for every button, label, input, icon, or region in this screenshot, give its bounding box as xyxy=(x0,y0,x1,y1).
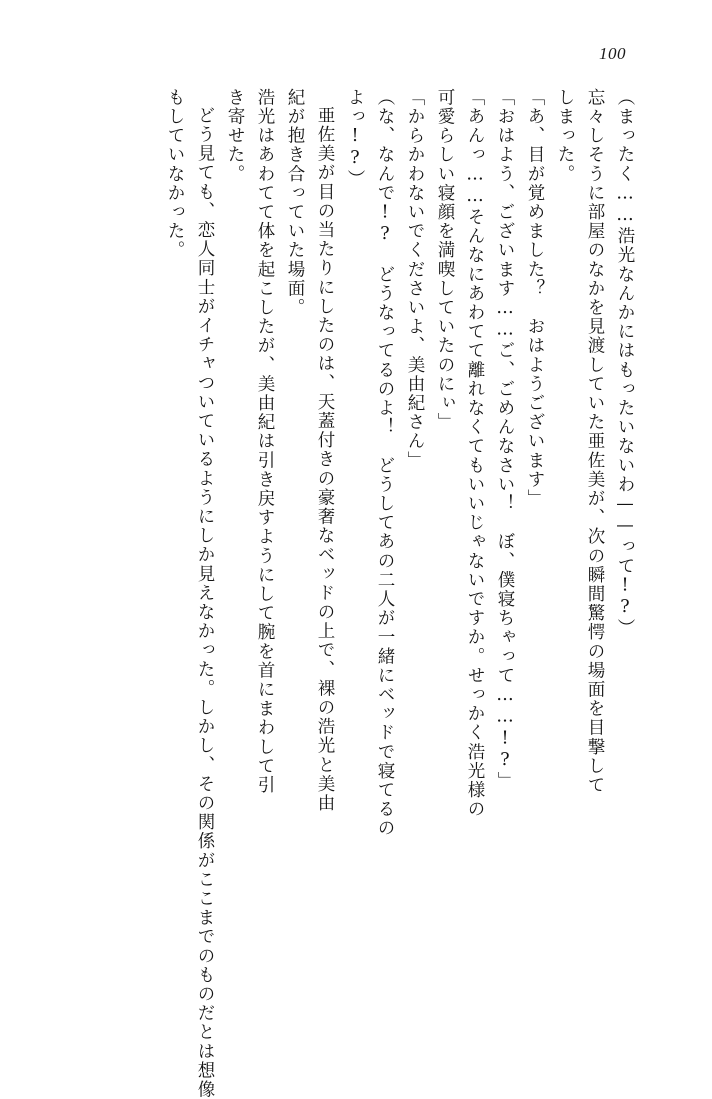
text-line: き寄せた。 xyxy=(225,88,245,184)
text-line: もしていなかった。 xyxy=(165,88,185,260)
text-line: （まったく……浩光なんかにはもったいないわ——って!?） xyxy=(615,88,635,638)
text-line: 「あんっ……そんなにあわてて離れなくてもいいじゃないですか。せっかく浩光様の xyxy=(465,88,485,819)
text-line: 紀が抱き合っていた場面。 xyxy=(285,88,305,318)
text-line: 亜佐美が目の当たりにしたのは、天蓋付きの豪奢なベッドの上で、裸の浩光と美由 xyxy=(315,106,335,813)
text-line: （な、なんで!? どうなってるのよ！ どうしてあの二人が一緒にベッドで寝てるの xyxy=(375,88,395,838)
text-line: 「あ、目が覚めました？ おはようございます」 xyxy=(525,88,545,509)
text-line: 可愛らしい寝顔を満喫していたのにぃ」 xyxy=(435,88,455,432)
text-line: よっ!?） xyxy=(345,88,365,189)
text-line: 「からかわないでくださいよ、美由紀さん」 xyxy=(405,88,425,470)
text-line: 浩光はあわてて体を起こしたが、美由紀は引き戻すようにして腕を首にまわして引 xyxy=(255,88,275,795)
text-line: 忘々しそうに部屋のなかを見渡していた亜佐美が、次の瞬間驚愕の場面を目撃して xyxy=(585,88,605,795)
text-line: どう見ても、恋人同士がイチャついているようにしか見えなかった。しかし、その関係がここまでのものだとは想像 xyxy=(195,106,215,1099)
text-line: 「おはよう、ございます……ご、ごめんなさい！ ぼ、僕寝ちゃって……!?」 xyxy=(495,88,515,791)
page-number: 100 xyxy=(599,44,626,63)
vertical-text-body xyxy=(78,88,635,1099)
text-line: しまった。 xyxy=(555,88,575,184)
